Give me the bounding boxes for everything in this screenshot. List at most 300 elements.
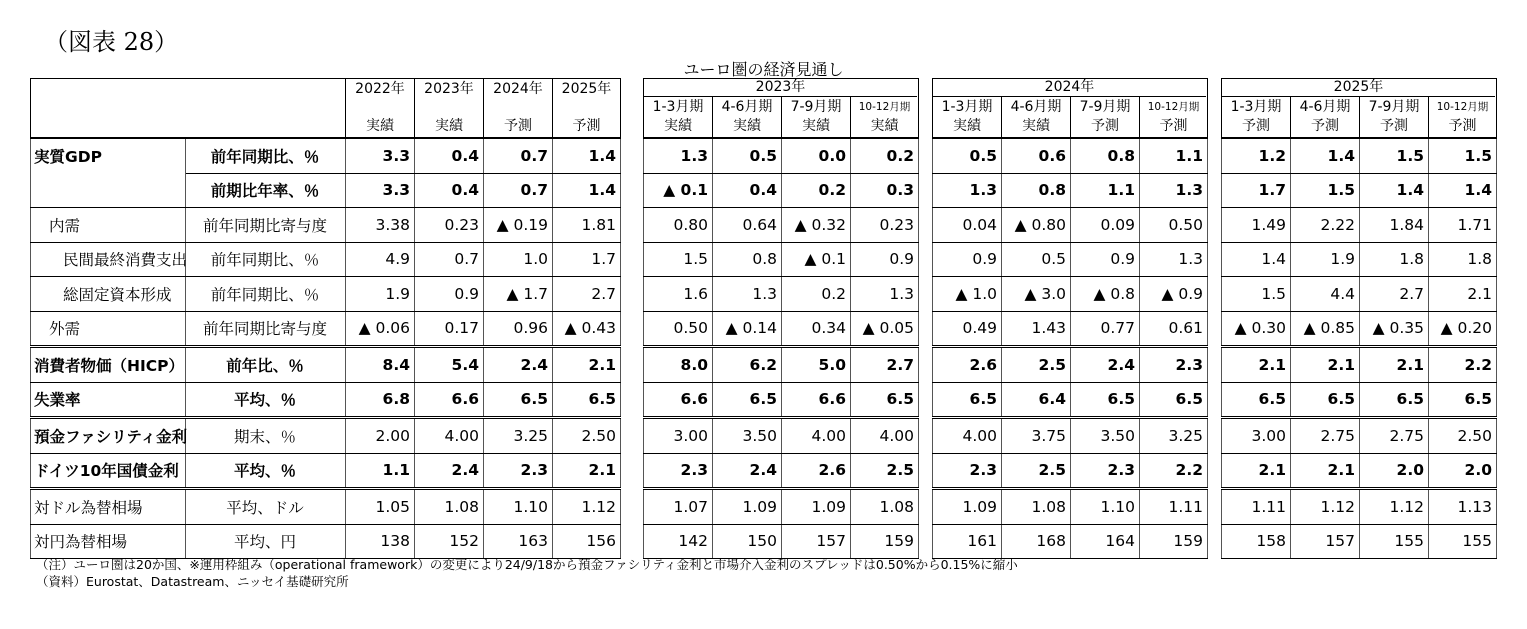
table-row (31, 311, 621, 347)
cell-value: 1.4 (1360, 173, 1429, 208)
cell-value: 1.12 (553, 489, 621, 525)
table-row (31, 277, 621, 312)
table-row (31, 489, 621, 525)
cell-value: 1.10 (484, 489, 553, 525)
table-row (644, 173, 919, 208)
cell-value: 1.9 (1291, 242, 1360, 277)
cell-value: 6.4 (1002, 382, 1071, 418)
cell-value: 1.71 (1429, 208, 1497, 243)
row-label: 預金ファシリティ金利 (31, 418, 186, 454)
header-year: 2025年 (561, 81, 612, 97)
cell-value: 2.5 (1002, 453, 1071, 489)
cell-value: ▲ 0.8 (1071, 277, 1140, 312)
cell-value: ▲ 1.0 (933, 277, 1002, 312)
cell-value: 2.1 (553, 347, 621, 383)
table-row (644, 453, 919, 489)
cell-value: 1.12 (1291, 489, 1360, 525)
table-row (1222, 453, 1497, 489)
cell-value: 1.3 (933, 173, 1002, 208)
cell-value: ▲ 0.9 (1140, 277, 1208, 312)
cell-value: ▲ 1.7 (484, 277, 553, 312)
cell-value: 2.1 (553, 453, 621, 489)
header-quarter: 7-9月期 (790, 99, 842, 115)
cell-value: 2.50 (553, 418, 621, 454)
header-year: 2024年 (493, 81, 543, 97)
cell-value: 4.00 (415, 418, 484, 454)
cell-value: 2.00 (346, 418, 415, 454)
cell-value: 1.1 (346, 453, 415, 489)
cell-value: 1.8 (1429, 242, 1497, 277)
cell-value: 1.1 (1140, 138, 1208, 173)
annual-header (346, 79, 415, 139)
cell-value: 2.6 (933, 347, 1002, 383)
cell-value: 2.0 (1429, 453, 1497, 489)
cell-value: 2.2 (1429, 347, 1497, 383)
row-label: 内需 (31, 208, 186, 243)
table-row (31, 208, 621, 243)
cell-value: 2.2 (1140, 453, 1208, 489)
cell-value: ▲ 0.30 (1222, 311, 1291, 347)
cell-value: 0.6 (1002, 138, 1071, 173)
cell-value: 2.7 (1360, 277, 1429, 312)
cell-value: 1.5 (1429, 138, 1497, 173)
cell-value: 3.75 (1002, 418, 1071, 454)
cell-value: ▲ 0.05 (851, 311, 919, 347)
row-unit: 前期比年率、％ (186, 173, 346, 208)
cell-value: 0.4 (415, 173, 484, 208)
table-row (933, 524, 1208, 559)
cell-value: ▲ 0.85 (1291, 311, 1360, 347)
cell-value: 1.08 (1002, 489, 1071, 525)
table-row (1222, 524, 1497, 559)
cell-value: 0.0 (782, 138, 851, 173)
header-type: 実績 (802, 118, 830, 134)
table-row (933, 138, 1208, 173)
cell-value: 168 (1002, 524, 1071, 559)
table-row (933, 311, 1208, 347)
cell-value: 1.2 (1222, 138, 1291, 173)
header-quarter: 7-9月期 (1079, 99, 1131, 115)
cell-value: 6.8 (346, 382, 415, 418)
cell-value: 152 (415, 524, 484, 559)
table-row (31, 418, 621, 454)
cell-value: 0.04 (933, 208, 1002, 243)
cell-value: 150 (713, 524, 782, 559)
table-row (1222, 138, 1497, 173)
cell-value: 138 (346, 524, 415, 559)
cell-value: 1.07 (644, 489, 713, 525)
table-row (31, 382, 621, 418)
cell-value: 0.23 (851, 208, 919, 243)
header-type: 実績 (870, 118, 899, 134)
cell-value: ▲ 0.14 (713, 311, 782, 347)
header-quarter: 4-6月期 (1010, 99, 1062, 115)
cell-value: 6.5 (713, 382, 782, 418)
row-unit: 前年同期比、％ (186, 277, 346, 312)
table-row (933, 277, 1208, 312)
cell-value: ▲ 0.06 (346, 311, 415, 347)
row-unit: 前年同期比寄与度 (186, 311, 346, 347)
cell-value: 142 (644, 524, 713, 559)
cell-value: ▲ 0.19 (484, 208, 553, 243)
cell-value: 0.4 (713, 173, 782, 208)
header-blank (31, 79, 346, 139)
cell-value: 1.5 (1222, 277, 1291, 312)
cell-value: 3.3 (346, 173, 415, 208)
cell-value: 0.64 (713, 208, 782, 243)
cell-value: 0.09 (1071, 208, 1140, 243)
cell-value: 1.05 (346, 489, 415, 525)
header-year: 2024年 (933, 79, 1206, 97)
cell-value: 1.13 (1429, 489, 1497, 525)
cell-value: 0.8 (1071, 138, 1140, 173)
table-row (933, 453, 1208, 489)
cell-value: 3.25 (484, 418, 553, 454)
cell-value: 1.3 (713, 277, 782, 312)
table-row (933, 173, 1208, 208)
table-row (644, 277, 919, 312)
cell-value: ▲ 0.20 (1429, 311, 1497, 347)
cell-value: 2.4 (713, 453, 782, 489)
cell-value: 158 (1222, 524, 1291, 559)
row-unit: 前年比、％ (186, 347, 346, 383)
cell-value: 6.5 (933, 382, 1002, 418)
cell-value: 6.5 (484, 382, 553, 418)
table-row (31, 173, 621, 208)
row-unit: 平均、％ (186, 453, 346, 489)
cell-value: 2.5 (1002, 347, 1071, 383)
cell-value: 1.3 (1140, 173, 1208, 208)
cell-value: 2.1 (1291, 453, 1360, 489)
row-unit: 平均、％ (186, 382, 346, 418)
row-label: ドイツ10年国債金利 (31, 453, 186, 489)
table-row (644, 242, 919, 277)
cell-value: 6.5 (553, 382, 621, 418)
cell-value: 1.12 (1360, 489, 1429, 525)
cell-value: 1.09 (782, 489, 851, 525)
cell-value: 0.2 (782, 173, 851, 208)
cell-value: 0.8 (1002, 173, 1071, 208)
row-label: 消費者物価（HICP） (31, 347, 186, 383)
cell-value: 2.3 (644, 453, 713, 489)
cell-value: 0.61 (1140, 311, 1208, 347)
cell-value: 3.38 (346, 208, 415, 243)
cell-value: 0.7 (484, 138, 553, 173)
cell-value: 0.4 (415, 138, 484, 173)
table-row (1222, 347, 1497, 383)
cell-value: 6.6 (644, 382, 713, 418)
cell-value: 1.11 (1222, 489, 1291, 525)
cell-value: 2.3 (933, 453, 1002, 489)
cell-value: 1.08 (851, 489, 919, 525)
cell-value: 2.4 (415, 453, 484, 489)
table-row (644, 524, 919, 559)
cell-value: 6.5 (1071, 382, 1140, 418)
table-row (1222, 242, 1497, 277)
cell-value: 1.6 (644, 277, 713, 312)
header-quarter: 10-12月期 (1147, 101, 1200, 113)
table-row (644, 347, 919, 383)
cell-value: 0.5 (933, 138, 1002, 173)
cell-value: 0.50 (644, 311, 713, 347)
cell-value: 0.17 (415, 311, 484, 347)
cell-value: 1.3 (1140, 242, 1208, 277)
quarterly-table-2023 (643, 78, 919, 559)
cell-value: 2.0 (1360, 453, 1429, 489)
cell-value: 2.22 (1291, 208, 1360, 243)
table-row (644, 489, 919, 525)
cell-value: 2.75 (1291, 418, 1360, 454)
annual-header (553, 79, 621, 139)
cell-value: 2.1 (1360, 347, 1429, 383)
cell-value: 0.23 (415, 208, 484, 243)
header-type: 予測 (1242, 118, 1270, 134)
row-unit: 前年同期比、％ (186, 242, 346, 277)
cell-value: 1.9 (346, 277, 415, 312)
cell-value: 2.1 (1222, 453, 1291, 489)
header-type: 予測 (1311, 118, 1339, 134)
cell-value: 159 (1140, 524, 1208, 559)
annual-header (484, 79, 553, 139)
cell-value: 0.9 (415, 277, 484, 312)
row-label: 外需 (31, 311, 186, 347)
cell-value: 1.43 (1002, 311, 1071, 347)
cell-value: 1.1 (1071, 173, 1140, 208)
quarterly-table-2025 (1221, 78, 1497, 559)
header-quarter: 4-6月期 (721, 99, 773, 115)
table-row (1222, 173, 1497, 208)
cell-value: 2.6 (782, 453, 851, 489)
row-unit: 平均、ドル (186, 489, 346, 525)
cell-value: 2.1 (1291, 347, 1360, 383)
cell-value: 164 (1071, 524, 1140, 559)
header-year: 2022年 (355, 81, 405, 97)
cell-value: 3.50 (1071, 418, 1140, 454)
header-type: 実績 (664, 118, 692, 134)
cell-value: 4.00 (782, 418, 851, 454)
cell-value: 0.7 (484, 173, 553, 208)
row-label: 実質GDP (31, 138, 186, 173)
table-row (1222, 418, 1497, 454)
cell-value: 3.00 (1222, 418, 1291, 454)
cell-value: 1.09 (933, 489, 1002, 525)
header-type: 実績 (1022, 118, 1050, 134)
cell-value: 6.5 (851, 382, 919, 418)
row-unit: 前年同期比、％ (186, 138, 346, 173)
cell-value: 2.3 (484, 453, 553, 489)
cell-value: 1.84 (1360, 208, 1429, 243)
row-label: 民間最終消費支出 (31, 242, 186, 277)
header-year: 2023年 (644, 79, 917, 97)
annual-table (30, 78, 621, 559)
table-row (933, 418, 1208, 454)
cell-value: 1.8 (1360, 242, 1429, 277)
cell-value: 155 (1429, 524, 1497, 559)
cell-value: 0.9 (851, 242, 919, 277)
cell-value: 2.3 (1140, 347, 1208, 383)
cell-value: 157 (1291, 524, 1360, 559)
header-type: 予測 (1380, 118, 1408, 134)
header-quarter: 4-6月期 (1299, 99, 1351, 115)
table-row (644, 418, 919, 454)
header-quarter: 1-3月期 (652, 99, 704, 115)
table-row (31, 138, 621, 173)
cell-value: 1.4 (1222, 242, 1291, 277)
notes (36, 556, 1018, 590)
cell-value: 0.5 (1002, 242, 1071, 277)
cell-value: 157 (782, 524, 851, 559)
cell-value: 1.3 (851, 277, 919, 312)
header-quarter: 1-3月期 (1230, 99, 1282, 115)
cell-value: 1.08 (415, 489, 484, 525)
table-row (1222, 489, 1497, 525)
table-row (31, 453, 621, 489)
cell-value: 1.7 (1222, 173, 1291, 208)
cell-value: 1.5 (1291, 173, 1360, 208)
quarterly-table-2024 (932, 78, 1208, 559)
row-label: 対円為替相場 (31, 524, 186, 559)
row-label: 総固定資本形成 (31, 277, 186, 312)
cell-value: 1.5 (644, 242, 713, 277)
header-quarter: 7-9月期 (1368, 99, 1420, 115)
table-row (933, 208, 1208, 243)
cell-value: 6.6 (782, 382, 851, 418)
table-row (644, 382, 919, 418)
cell-value: 0.2 (851, 138, 919, 173)
cell-value: 0.9 (933, 242, 1002, 277)
header-type: 予測 (504, 118, 532, 134)
cell-value: 2.1 (1222, 347, 1291, 383)
cell-value: 159 (851, 524, 919, 559)
cell-value: 4.00 (851, 418, 919, 454)
cell-value: 2.4 (484, 347, 553, 383)
header-type: 予測 (1448, 118, 1477, 134)
table-row (1222, 277, 1497, 312)
header-type: 予測 (1091, 118, 1119, 134)
header-quarter: 10-12月期 (858, 101, 911, 113)
cell-value: 2.50 (1429, 418, 1497, 454)
cell-value: 0.5 (713, 138, 782, 173)
cell-value: 2.1 (1429, 277, 1497, 312)
table-row (644, 311, 919, 347)
cell-value: 1.4 (553, 173, 621, 208)
cell-value: 6.5 (1291, 382, 1360, 418)
cell-value: 3.25 (1140, 418, 1208, 454)
table-row (1222, 311, 1497, 347)
table-title: ユーロ圏の経済見通し (683, 60, 844, 79)
cell-value: 2.3 (1071, 453, 1140, 489)
table-row (644, 138, 919, 173)
cell-value: ▲ 0.1 (644, 173, 713, 208)
cell-value: 0.9 (1071, 242, 1140, 277)
cell-value: 0.34 (782, 311, 851, 347)
table-row (31, 347, 621, 383)
cell-value: 1.10 (1071, 489, 1140, 525)
table-row (933, 489, 1208, 525)
table-row (933, 242, 1208, 277)
cell-value: 5.4 (415, 347, 484, 383)
cell-value: 2.5 (851, 453, 919, 489)
cell-value: 0.96 (484, 311, 553, 347)
row-unit: 平均、円 (186, 524, 346, 559)
cell-value: ▲ 0.35 (1360, 311, 1429, 347)
cell-value: 6.2 (713, 347, 782, 383)
note-line: （注）ユーロ圏は20か国、※運用枠組み（operational framework）の変更により24/9/18から預金ファシリティ金利と市場介入金利のスプレッドは0.50%から0.15%に縮小 (36, 557, 1018, 572)
row-label: 失業率 (31, 382, 186, 418)
cell-value: 1.5 (1360, 138, 1429, 173)
cell-value: 1.3 (644, 138, 713, 173)
header-type: 実績 (435, 118, 463, 134)
row-label (31, 173, 186, 208)
cell-value: 6.6 (415, 382, 484, 418)
cell-value: 1.0 (484, 242, 553, 277)
cell-value: 0.7 (415, 242, 484, 277)
cell-value: 0.3 (851, 173, 919, 208)
cell-value: ▲ 0.80 (1002, 208, 1071, 243)
cell-value: 0.77 (1071, 311, 1140, 347)
header-quarter: 10-12月期 (1436, 101, 1489, 113)
cell-value: 3.3 (346, 138, 415, 173)
cell-value: 6.5 (1140, 382, 1208, 418)
cell-value: 161 (933, 524, 1002, 559)
cell-value: ▲ 0.1 (782, 242, 851, 277)
cell-value: 1.81 (553, 208, 621, 243)
row-label: 対ドル為替相場 (31, 489, 186, 525)
cell-value: 163 (484, 524, 553, 559)
cell-value: 1.4 (553, 138, 621, 173)
table-row (31, 524, 621, 559)
row-unit: 前年同期比寄与度 (186, 208, 346, 243)
cell-value: 2.75 (1360, 418, 1429, 454)
cell-value: 0.49 (933, 311, 1002, 347)
cell-value: 6.5 (1222, 382, 1291, 418)
header-type: 実績 (733, 118, 761, 134)
cell-value: 8.4 (346, 347, 415, 383)
table-row (933, 347, 1208, 383)
table-row (933, 382, 1208, 418)
cell-value: 1.7 (553, 242, 621, 277)
cell-value: 4.4 (1291, 277, 1360, 312)
cell-value: 1.4 (1429, 173, 1497, 208)
cell-value: ▲ 0.43 (553, 311, 621, 347)
cell-value: 1.09 (713, 489, 782, 525)
header-quarter: 1-3月期 (941, 99, 993, 115)
table-row (1222, 382, 1497, 418)
annual-header (415, 79, 484, 139)
cell-value: 1.49 (1222, 208, 1291, 243)
cell-value: 1.4 (1291, 138, 1360, 173)
header-type: 実績 (366, 118, 394, 134)
header-type: 予測 (1159, 118, 1188, 134)
source-line: （資料）Eurostat、Datastream、ニッセイ基礎研究所 (36, 574, 349, 589)
cell-value: 0.2 (782, 277, 851, 312)
cell-value: 6.5 (1429, 382, 1497, 418)
figure-label: （図表 28） (44, 28, 179, 56)
cell-value: 1.11 (1140, 489, 1208, 525)
header-year: 2023年 (424, 81, 474, 97)
cell-value: ▲ 3.0 (1002, 277, 1071, 312)
cell-value: 8.0 (644, 347, 713, 383)
cell-value: 155 (1360, 524, 1429, 559)
cell-value: 156 (553, 524, 621, 559)
cell-value: 4.00 (933, 418, 1002, 454)
cell-value: 3.00 (644, 418, 713, 454)
cell-value: 0.50 (1140, 208, 1208, 243)
table-row (1222, 208, 1497, 243)
cell-value: 2.7 (851, 347, 919, 383)
table-row (644, 208, 919, 243)
table-row (31, 242, 621, 277)
